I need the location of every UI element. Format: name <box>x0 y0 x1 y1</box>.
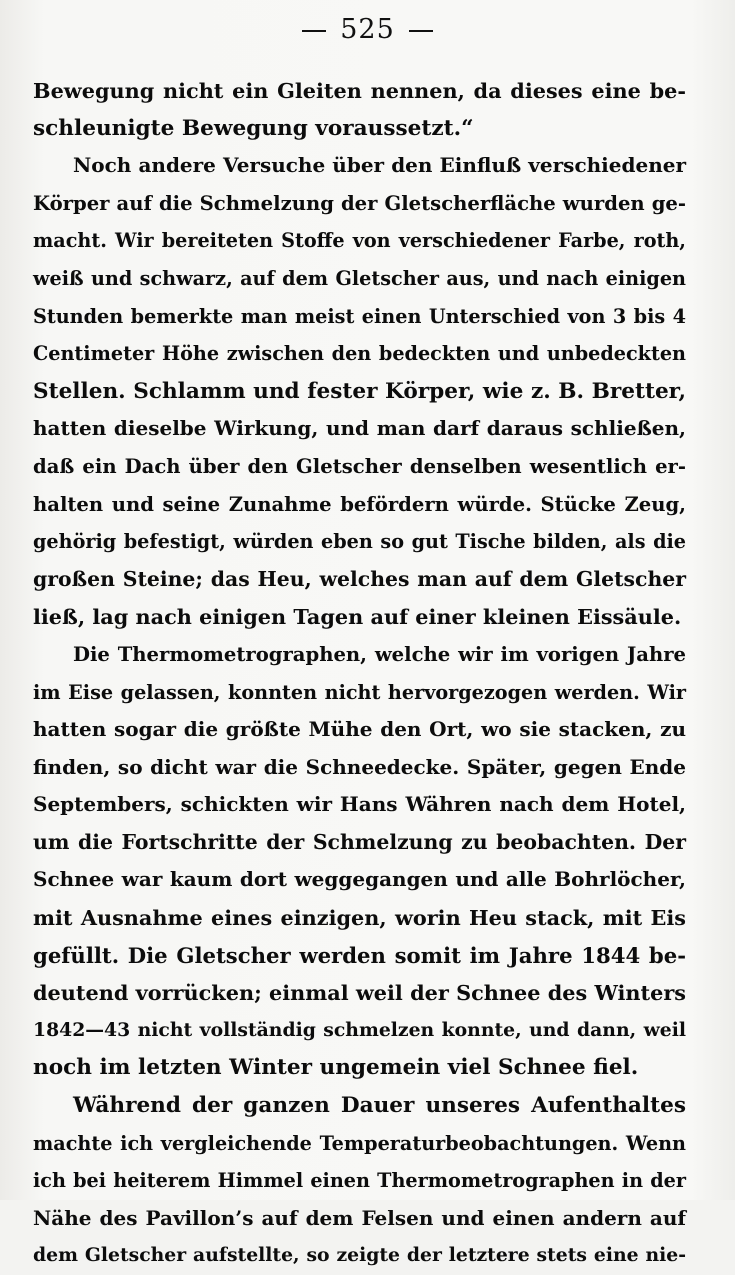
text-line: daß ein Dach über den Gletscher denselben wesentlich er- <box>33 454 686 478</box>
text-line: schleunigte Bewegung voraussetzt.“ <box>33 115 474 141</box>
text-line: mit Ausnahme eines einzigen, worin Heu stack, mit Eis <box>33 905 686 931</box>
text-line: Schnee war kaum dort weggegangen und alle Bohrlöcher, <box>33 867 686 892</box>
text-line: dem Gletscher aufstellte, so zeigte der letztere stets eine nie- <box>33 1244 686 1267</box>
text-line: im Eise gelassen, konnten nicht hervorgezogen werden. Wir <box>33 680 686 704</box>
text-line: Nähe des Pavillon’s auf dem Felsen und einen andern auf <box>33 1205 686 1230</box>
text-line: machte ich vergleichende Temperaturbeobachtungen. Wenn <box>33 1131 686 1155</box>
page-text <box>33 72 686 1275</box>
text-line: weiß und schwarz, auf dem Gletscher aus, und nach einigen <box>33 266 686 290</box>
text-line: Stunden bemerkte man meist einen Unterschied von 3 bis 4 <box>33 304 686 328</box>
text-line: ich bei heiterem Himmel einen Thermometrographen in der <box>33 1169 686 1193</box>
text-line: Während der ganzen Dauer unseres Aufenthaltes <box>73 1093 686 1119</box>
text-line: halten und seine Zunahme befördern würde. Stücke Zeug, <box>33 492 686 516</box>
text-line: macht. Wir bereiteten Stoffe von verschiedener Farbe, roth, <box>33 229 686 253</box>
text-line: Die Thermometrographen, welche wir im vorigen Jahre <box>73 642 686 666</box>
text-line: finden, so dicht war die Schneedecke. Später, gegen Ende <box>33 754 686 779</box>
text-line: großen Steine; das Heu, welches man auf dem Gletscher <box>33 566 686 591</box>
text-line: ließ, lag nach einigen Tagen auf einer kleinen Eissäule. <box>33 604 682 630</box>
text-line: Bewegung nicht ein Gleiten nennen, da dieses eine be- <box>33 78 686 103</box>
page-header <box>0 14 735 45</box>
text-line: deutend vorrücken; einmal weil der Schnee des Winters <box>33 980 686 1006</box>
page-number: 525 <box>340 14 395 45</box>
text-line: gefüllt. Die Gletscher werden somit im Jahre 1844 be- <box>33 942 686 968</box>
text-line: gehörig befestigt, würden eben so gut Tische bilden, als die <box>33 530 686 554</box>
text-line: Septembers, schickten wir Hans Währen nach dem Hotel, <box>33 792 686 817</box>
text-line: hatten dieselbe Wirkung, und man darf daraus schließen, <box>33 416 686 441</box>
text-line: Noch andere Versuche über den Einfluß verschiedener <box>73 153 686 178</box>
text-line: Centimeter Höhe zwischen den bedeckten und unbedeckten <box>33 342 686 366</box>
text-line: Stellen. Schlamm und fester Körper, wie z. B. Bretter, <box>33 378 686 404</box>
text-line: hatten sogar die größte Mühe den Ort, wo sie stacken, zu <box>33 717 686 742</box>
header-dash-right <box>409 30 433 32</box>
text-line: noch im letzten Winter ungemein viel Schnee fiel. <box>33 1055 639 1081</box>
text-line: 1842—43 nicht vollständig schmelzen konnte, und dann, weil <box>33 1018 686 1041</box>
header-dash-left <box>302 30 326 32</box>
text-line: um die Fortschritte der Schmelzung zu beobachten. Der <box>33 829 686 854</box>
text-line: Körper auf die Schmelzung der Gletscherfläche wurden ge- <box>33 191 686 215</box>
